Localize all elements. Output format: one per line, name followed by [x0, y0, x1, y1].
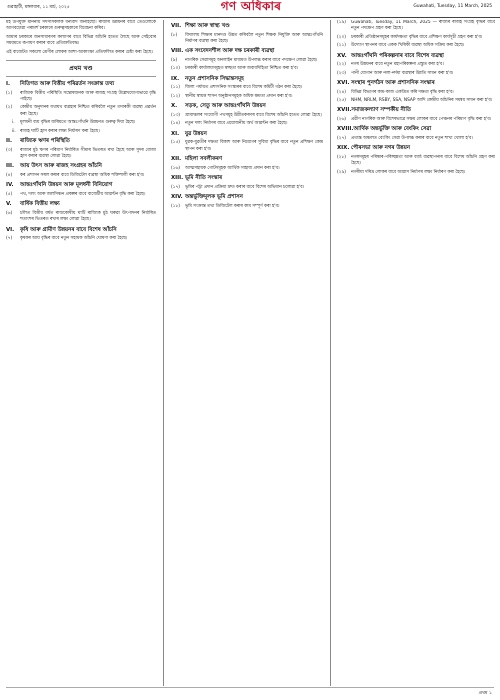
section-number: III.: [6, 163, 15, 170]
paragraph-number: (১১): [171, 85, 180, 91]
paragraph-text: পানী যোগান আৰু নলা-নৰ্দমা ব্যৱস্থাৰ উন্নতি সাধন কৰা হ'ব।: [351, 70, 454, 76]
sub-paragraph: [12, 129, 156, 135]
numbered-paragraph: [171, 204, 323, 210]
paragraph-text: কৰ প্ৰশাসন সৰল কৰাৰ বাবে ডিজিটেল ব্যৱস্থা অধিক শক্তিশালী কৰা হ'ব।: [20, 173, 145, 179]
paragraph-text: ৰাজ্যৰ মুঠ ঋণৰ পৰিমাণ নিৰ্ধাৰিত সীমাৰ ভিতৰত ৰখা হৈছে আৰু সুদৰ বোজা হ্ৰাস কৰাৰ ব্যৱস্থা লোৱা হৈছে।: [20, 147, 156, 160]
numbered-paragraph: [337, 62, 495, 68]
page-folio: প্ৰথম ১: [478, 691, 492, 696]
paragraph-number: (২): [6, 105, 13, 111]
paragraph-text: বিদ্যালয় শিক্ষাৰ মানদণ্ড উন্নত কৰিবলৈ নতুন শিক্ষক নিযুক্তি আৰু আন্তঃগাঁথনি নিৰ্মাণৰ ব্যৱস্থা কৰা হৈছে।: [185, 32, 323, 44]
section-heading: [171, 156, 323, 164]
numbered-paragraph: [6, 211, 156, 224]
section-number: V.: [6, 201, 12, 208]
paragraph-number: (২২): [337, 62, 346, 68]
section-number: II.: [6, 138, 13, 145]
section-title: আন্তঃগাঁথনি উন্নয়ন আৰু মূলধনী বিনিয়োগ: [20, 182, 113, 189]
paragraph-number: (১): [6, 90, 13, 96]
section-number: VI.: [6, 226, 15, 233]
section-number: I.: [6, 81, 11, 88]
paragraph-text: ভূমি সংক্ৰান্ত তথ্য ডিজিটেল কৰাৰ কাম সম্পূৰ্ণ কৰা হ'ব।: [185, 203, 280, 209]
intro-paragraph: আমাৰ চৰকাৰে জনসাধাৰণৰ কল্যাণৰ বাবে বিভিন্ন আঁচনি হাতত লৈছে আৰু সেইবোৰ সময়মতে ৰূপায়ণ কৰাৰ বাবে প্ৰতিশ্ৰুতিবদ্ধ।: [6, 34, 156, 47]
numbered-paragraph: [337, 117, 495, 123]
paragraph-number: (১৩): [171, 112, 180, 118]
paragraph-text: কেন্দ্ৰীয় অনুদানৰ যথাযথ ব্যৱহাৰ নিশ্চিত কৰিবলৈ নতুন তদাৰকী ব্যৱস্থা প্ৰৱৰ্তন কৰা হৈছে।: [20, 105, 156, 117]
paragraph-text: নগৰসমূহৰ পৰিষ্কাৰ-পৰিচ্ছন্নতা আৰু বৰ্জ্য ব্যৱস্থাপনাৰ বাবে বিশেষ আঁচনি গ্ৰহণ কৰা হৈছে।: [351, 155, 495, 167]
numbered-paragraph: [6, 148, 156, 161]
section-heading: [171, 194, 323, 202]
section-heading: [171, 131, 323, 139]
numbered-paragraph: [337, 155, 495, 168]
section-title: আয় উৎস আৰু ৰাজহ সংগ্ৰহৰ আঁচনি: [20, 163, 102, 170]
column-divider-2: [330, 20, 331, 686]
numbered-paragraph: [337, 71, 495, 77]
section-number: XVI.: [337, 80, 350, 87]
part-title: প্ৰথম খণ্ড: [6, 60, 156, 77]
paragraph-text: চৰকাৰী কাৰ্যালয়সমূহত স্বচ্ছতা আৰু জবাবদিহিতা নিশ্চিত কৰা হ'ব।: [185, 66, 299, 72]
sub-paragraph-text: ৰাজহ ঘাটি হ্ৰাস কৰাৰ লক্ষ্য নিৰ্ধাৰণ কৰা হৈছে।: [20, 128, 100, 134]
numbered-paragraph: [171, 66, 323, 72]
paragraph-text: নাগৰিক সেৱাসমূহ অনলাইন মাধ্যমত উপলব্ধ কৰাৰ বাবে পদক্ষেপ লোৱা হৈছে।: [185, 58, 318, 63]
numbered-paragraph: [337, 170, 495, 176]
paragraph-number: (১৪): [171, 121, 180, 127]
paragraph-number: (২৪): [337, 89, 346, 95]
paragraph-text: প্ৰত্যন্ত অঞ্চলত বেংকিং সেৱা উপলব্ধ কৰাৰ বাবে নতুন শাখা খোলা হ'ব।: [351, 136, 473, 142]
sub-paragraph: [12, 120, 156, 126]
section-number: VIII.: [171, 48, 184, 55]
footer-rule: [6, 687, 494, 688]
section-number: XV.: [337, 52, 347, 59]
section-heading: [171, 48, 323, 56]
paragraph-number: (২৫): [337, 98, 346, 104]
column-3: [337, 20, 495, 686]
numbered-paragraph: [6, 91, 156, 104]
paragraph-text: নগৰীয়া দৰিদ্ৰ লোকৰ বাবে আৱাস নিৰ্মাণৰ লক্ষ্য নিৰ্ধাৰণ কৰা হৈছে।: [351, 169, 466, 175]
masthead: [0, 0, 500, 18]
paragraph-number: (১২): [171, 93, 180, 99]
paragraph-text: আত্মসহায়ক গোটসমূহক আৰ্থিক সাহায্য প্ৰদান কৰা হ'ব।: [185, 165, 280, 171]
paragraph-text: নতুন দলং নিৰ্মাণৰ বাবে প্ৰয়োজনীয় অৰ্থ আৱণ্টন কৰা হৈছে।: [185, 121, 288, 127]
section-number: XVIII.: [337, 126, 354, 133]
paragraph-text: স্থানীয় স্বায়ত্ত শাসন অনুষ্ঠানসমূহক অধিক ক্ষমতা প্ৰদান কৰা হ'ব।: [185, 93, 293, 99]
paragraph-number: (২৮): [337, 155, 346, 161]
numbered-paragraph: [171, 33, 323, 46]
column-divider-1: [163, 20, 164, 686]
paragraph-number: (১৬): [171, 165, 180, 171]
section-title: নিতিগত আৰু বিত্তীয় পৰিৱৰ্তন সংক্ৰান্ত তথ্য: [20, 81, 115, 88]
masthead-logo[interactable]: [205, 1, 297, 15]
section-number: XIV.: [171, 194, 183, 201]
paragraph-text: উদ্যোগ স্থাপনৰ বাবে একক খিৰিকী ব্যৱস্থা অধিক সক্ৰিয় কৰা হৈছে।: [351, 43, 465, 49]
section-title: পৌৰসভা আৰু নগৰ উন্নয়ন: [351, 145, 410, 152]
numbered-paragraph: [171, 85, 323, 91]
sub-paragraph-number: i.: [12, 120, 15, 126]
section-number: VII.: [171, 23, 182, 29]
section-heading: [171, 103, 323, 111]
paragraph-text: চলিত বিত্তীয় বৰ্ষত ৰাজকোষীয় ঘাটি ৰাজ্যিক মুঠ ঘৰুৱা উৎপাদনৰ নিৰ্ধাৰিত শতাংশৰ ভিতৰত ৰখাৰ লক্ষ্য লোৱা হৈছে।: [20, 211, 156, 223]
paragraph-number: (১৮): [171, 203, 180, 209]
paragraph-number: (২৭): [337, 136, 346, 142]
numbered-paragraph: [337, 98, 495, 104]
paragraph-number: (১৭): [171, 184, 180, 190]
paragraph-text: ৰাজ্যিক বিত্তীয় পৰিস্থিতি সন্তোষজনক আৰু ৰাজহ সংগ্ৰহ উল্লেখযোগ্যভাৱে বৃদ্ধি পাইছে।: [20, 90, 156, 103]
intro-paragraph: মই উপৰ্যুক্ত মাননীয় সদস্যসকলক ধন্যবাদ জনাইছোঁ। ৰাজ্যৰ উন্নয়নৰ বাবে তেওঁলোকে আগবঢ়োৱা পৰামৰ্শ চৰকাৰে গুৰুত্বসহকাৰে বিবেচনা কৰিব।: [6, 20, 156, 32]
paragraph-text: ভূমিৰ পট্টা প্ৰদান প্ৰক্ৰিয়া দ্ৰুত কৰাৰ বাবে বিশেষ অভিযান চলোৱা হ'ব।: [185, 184, 305, 190]
section-title: নতুন প্ৰশাসনিক সিদ্ধান্তসমূহ: [185, 75, 244, 82]
numbered-paragraph: [171, 140, 323, 153]
numbered-paragraph: [171, 94, 323, 100]
numbered-paragraph: [6, 105, 156, 118]
numbered-paragraph: [337, 43, 495, 49]
section-title: কৃষি আৰু গ্ৰামীণ উন্নয়নৰ বাবে বিশেষ আঁচনি: [20, 226, 117, 233]
section-title: সড়ক, সেতু আৰু আন্তঃগাঁথনি উন্নয়ন: [185, 103, 266, 110]
paragraph-number: (৩): [6, 147, 13, 153]
section-heading: [6, 201, 156, 209]
paragraph-text: পথ, দলং আৰু জলসিঞ্চন প্ৰকল্পৰ বাবে বাজেটীয় আৱণ্টন বৃদ্ধি কৰা হৈছে।: [20, 192, 146, 198]
section-title: আন্তঃগাঁথনি পৰিকল্পনাৰ বাবে বিশেষ ব্যৱস্থা: [351, 52, 444, 59]
paragraph-number: (৫): [6, 192, 13, 198]
intro-paragraph: এই বাজেটত সকলো শ্ৰেণীৰ লোকৰ আশা-আকাংক্ষা প্ৰতিফলিত কৰাৰ চেষ্টা কৰা হৈছে।: [6, 49, 153, 55]
section-number: X.: [171, 103, 178, 110]
numbered-paragraph: [171, 185, 323, 191]
paragraph-text: প্ৰৱীণ নাগৰিক আৰু বিশেষভাৱে সক্ষম লোকৰ বাবে পেঞ্চনৰ পৰিমাণ বৃদ্ধি কৰা হ'ব।: [351, 117, 492, 123]
section-heading: [337, 53, 495, 61]
paragraph-text: গ্ৰামাঞ্চলৰ সংযোগী পথসমূহ উন্নীতকৰণৰ বাবে বিশেষ আঁচনি হাতত লোৱা হৈছে।: [185, 112, 322, 118]
numbered-paragraph: [337, 35, 495, 41]
section-title: মহিলা সবলীকৰণ: [185, 156, 223, 163]
masthead-logo-text: গণ অধিকাৰ: [220, 0, 282, 13]
paragraph-number: (২৬): [337, 117, 346, 123]
section-number: XVII.: [337, 107, 352, 114]
section-heading: [171, 175, 323, 183]
section-title: শিক্ষা আৰু স্বাস্থ্য খণ্ড: [185, 23, 230, 29]
section-title: সমাজকল্যাণ সম্পৰ্কীয় নীতি: [351, 107, 411, 114]
section-heading: [337, 126, 495, 134]
paragraph-text: চৰকাৰী প্ৰতিষ্ঠানসমূহৰ কাৰ্যদক্ষতা বৃদ্ধিৰ বাবে প্ৰশিক্ষণ কাৰ্যসূচী গ্ৰহণ কৰা হ'ব।: [351, 34, 483, 40]
section-number: XIII.: [171, 175, 184, 182]
section-heading: [337, 80, 495, 88]
paragraph-text: যুৱক-যুৱতীৰ দক্ষতা বিকাশ আৰু নিয়োগৰ সুবিধা বৃদ্ধিৰ বাবে নতুন প্ৰশিক্ষণ কেন্দ্ৰ স্থাপন কৰা হ'ব।: [185, 140, 323, 152]
section-heading: [6, 182, 156, 190]
numbered-paragraph: [6, 192, 156, 198]
section-number: IV.: [6, 182, 14, 189]
section-heading: [337, 145, 495, 153]
section-heading: [6, 138, 156, 146]
paragraph-number: (১০): [171, 66, 180, 72]
numbered-paragraph: [337, 90, 495, 96]
section-number: XII.: [171, 156, 182, 163]
numbered-paragraph: [171, 121, 323, 127]
numbered-paragraph: [6, 173, 156, 179]
section-heading: [6, 81, 156, 89]
paragraph-number: (৮): [171, 32, 178, 38]
section-number: XIX.: [337, 145, 350, 152]
section-heading: [6, 163, 156, 171]
paragraph-number: (৭): [6, 236, 13, 242]
paragraph-text: Guwahati, Tuesday, 11 March, 2025 — ৰাজ্যৰ ৰাজহ সংগ্ৰহ বৃদ্ধিৰ বাবে নতুন পদক্ষেপ গ্ৰহণ কৰা হৈছে।: [351, 20, 495, 32]
paragraph-number: (৯): [171, 58, 178, 63]
paragraph-number: (১৯): [337, 20, 346, 25]
section-heading: [337, 107, 495, 115]
column-2: [171, 20, 323, 686]
sub-paragraph-text: মূলধনী ব্যয় বৃদ্ধিৰ জৰিয়তে আন্তঃগাঁথনি উন্নয়নত গুৰুত্ব দিয়া হৈছে।: [20, 120, 136, 126]
numbered-paragraph: [171, 58, 323, 64]
section-title: এক সংবেদনশীল আৰু দক্ষ চৰকাৰী ব্যৱস্থা: [185, 48, 275, 55]
section-title: ৰাজ্যিক ঋণৰ পৰিস্থিতি: [20, 138, 70, 145]
paragraph-text: বিভিন্ন বিভাগৰ কাম-কাজ একত্ৰিত কৰি দক্ষতা বৃদ্ধি কৰা হ'ব।: [351, 89, 454, 95]
section-heading: [171, 76, 323, 84]
paragraph-number: (১৫): [171, 140, 180, 146]
column-1: [6, 20, 156, 686]
paragraph-number: (২০): [337, 34, 346, 40]
masthead-date-left: গুৱাহাটী, মঙ্গলবাৰ, ১১ মাৰ্চ, ২০২৫: [7, 5, 70, 10]
numbered-paragraph: [337, 20, 495, 33]
paragraph-number: (৬): [6, 211, 13, 217]
numbered-paragraph: [6, 236, 156, 242]
section-heading: [6, 227, 156, 235]
section-number: IX.: [171, 75, 180, 82]
section-title: আৰ্থিক অন্তৰ্ভুক্তি আৰু বেংকিং সেৱা: [353, 126, 432, 133]
paragraph-text: NHM, NRLM, RSBY, SSA, NSAP আদি কেন্দ্ৰীয় আঁচনিৰ সমন্বয় সাধন কৰা হ'ব।: [351, 98, 493, 104]
section-title: যুৱ উন্নয়ন: [185, 130, 207, 137]
sub-paragraph-number: ii.: [12, 128, 16, 134]
section-title: সংস্থাৰ পুনৰ্গঠন আৰু প্ৰশাসনিক সংস্কাৰ: [351, 80, 435, 87]
section-number: XI.: [171, 130, 180, 137]
paragraph-number: (২৩): [337, 70, 346, 76]
paragraph-text: জিলা পৰ্যায়ত প্ৰশাসনিক সংস্কাৰৰ বাবে বিশেষ কমিটী গঠন কৰা হৈছে।: [185, 85, 303, 91]
paragraph-number: (৪): [6, 173, 13, 179]
paragraph-text: কৃষকৰ আয় বৃদ্ধিৰ বাবে নতুন সহায়ক আঁচনি ঘোষণা কৰা হৈছে।: [20, 236, 128, 242]
paragraph-number: (২১): [337, 43, 346, 49]
masthead-date-right: Guwahati, Tuesday, 11 March, 2025: [413, 4, 492, 9]
numbered-paragraph: [171, 166, 323, 172]
numbered-paragraph: [171, 113, 323, 119]
section-title: বাৰ্ষিক বিত্তীয় লক্ষ্য: [20, 201, 60, 208]
paragraph-text: নগৰ উন্নয়নৰ বাবে নতুন মহাপৰিকল্পনা প্ৰস্তুত কৰা হ'ব।: [351, 62, 444, 68]
section-title: ভূমি নীতি সংস্কাৰ: [185, 175, 223, 182]
numbered-paragraph: [337, 136, 495, 142]
section-title: অন্তৰ্ভুক্তিমূলক ভূমি প্ৰশাসন: [185, 194, 243, 201]
section-heading: [171, 23, 323, 31]
paragraph-number: (২৯): [337, 169, 346, 175]
